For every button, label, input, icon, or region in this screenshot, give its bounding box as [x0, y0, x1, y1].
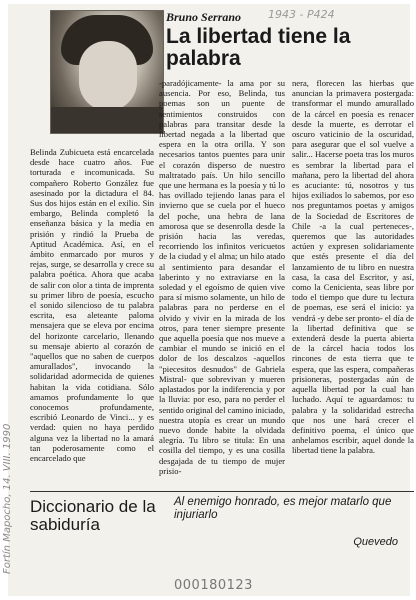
- byline: Bruno Serrano: [166, 10, 242, 24]
- author-photo: [50, 10, 164, 134]
- newspaper-clipping: [2, 4, 414, 596]
- archive-code: 000180123: [174, 578, 253, 593]
- article-column-3: nera, florecen las hierbas que anuncian la primavera postergada: transformar el mundo amurallado de la cárcel en poesía es renacer desde la muerte, es derrotar el oscuro vaticinio de la oscuridad, para asegurar que el sol vuelve a salir... Hacerse poeta tras los muros es sembrar la libertad para el mañana, pero la libertad del ahora es acuciante: tú, nosotros y tus hijos exiliados lo sabemos, por eso nos preguntamos poetas y amigos de la Sociedad de Escritores de Chile -a la cual perteneces-, queremos que las autoridades actúen y expresen solidariamente que estés presente el día del lanzamiento de tu libro en nuestra casa, la casa del Escritor, y así, como la Cenicienta, seas libre por todo el tiempo que dure tu lectura de poemas, ese será el inicio: ya vendrá -y debe ser pronto- el día de la libertad definitiva que se extenderá desde la puerta abierta de la cárcel hacia todos los rincones de esta tierra que te espera, que las espera, compañeras prisioneras, postergadas aún de aquella libertad por la cual han luchado. Aquí te aguardamos: tu palabra y la solidaridad estrecha que nos une hará crecer el definitivo poema, el único que anhelamos escribir, aquel donde la libertad tiene la palabra.: [292, 78, 414, 456]
- sidebar-quote: Al enemigo honrado, es mejor matarlo que injuriarlo: [174, 496, 392, 521]
- quote-author: Quevedo: [353, 536, 398, 548]
- article-column-1: Belinda Zubicueta está encarcelada desde hace cuatro años. Fue torturada e incomunicada. Su compañero Roberto González fue asesinado por la dictadura el 84. Sus dos hijos están en el exilio. Sin embargo, Belinda completó la enseñanza básica y la media en prisión y rindió la Prueba de Aptitud Académica. Así, en el ámbito enmarcado por muros y rejas, surge, se desarrolla y crece su palabra poética. Ahora que acaba de salir con olor a tinta de imprenta su primer libro de poesía, escucho el sonido silencioso de tu palabra escrita, esa aleteante paloma mensajera que se eleva por encima del horizonte carcelario, llenando su mensaje abierto al corazón de "aquellos que no saben de cuerpos amurallados", invocando la solidaridad adormecida de quienes habitan la vida cotidiana. Sólo amamos profundamente lo que conocemos profundamente, escribió Leonardo de Vinci... y es verdad: quien no haya perdido alguna vez la libertad no la amará tan poderosamente como el encarcelado que: [30, 147, 154, 464]
- handwritten-note: 1943 - P424: [268, 8, 335, 21]
- divider: [30, 491, 414, 492]
- article-column-2: -paradójicamente- la ama por su ausencia. Por eso, Belinda, tus poemas son un puente de sentimientos construidos con palabras para transitar desde la libertad negada a la libertad que espera en la otra orilla. Y son necesarios tantos puentes para unir el corazón disperso de nuestro maltratado país. Un hilo sencillo que une hermana es la poesía y tú lo has ovillado tejiendo lanas para el invierno que se cuela por el hueco del poche, una hebra de lana amorosa que se desenrolla desde la prisión hacia las veredas, recorriendo los infinitos vericuetos de la ciudad y el alma; un hilo atado al sentimiento para desandar el laberinto y no extraviarse en la soledad y el egoísmo de quien vive para sí mismo solamente, un hilo de palabras para no perderse en el olvido y vivir en la mirada de los otros, para tener siempre presente que aquella poesía que nos mueve a cambiar el mundo se inició en el dolor de los descalzos -aquellos "piecesitos desnudos" de Gabriela Mistral- que sobrevivan y mueren aplastados por la indiferencia y por la lluvia: por eso, para no perder el sentido original del camino iniciado, nuestra utopía es crear un mundo nuevo donde habite la olvidada alegría. Tu libro se titula: En una cosilla del tiempo, y es una cosilla desgajada de tu tiempo de mujer prisio-: [159, 78, 285, 476]
- handwritten-side-annotation: Fortín Mapocho, 14. VIII. 1990: [2, 423, 13, 574]
- article-title: La libertad tiene la palabra: [166, 25, 351, 70]
- sidebar-heading: Diccionario de la sabiduría: [30, 497, 156, 534]
